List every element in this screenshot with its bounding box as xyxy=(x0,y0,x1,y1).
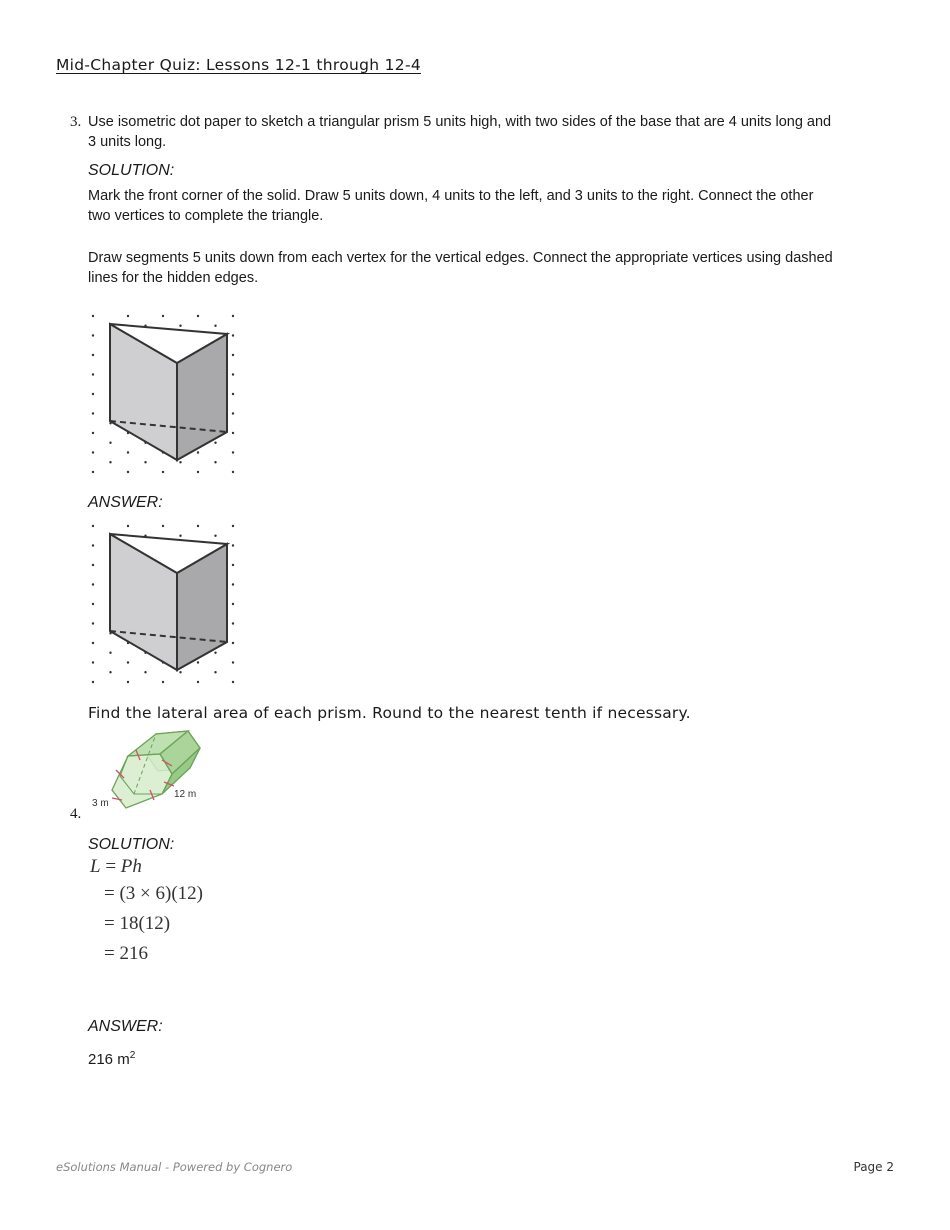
answer-label: ANSWER: xyxy=(88,1018,163,1035)
grid-dot xyxy=(127,525,129,527)
grid-dot xyxy=(232,471,234,473)
math-line: = 18(12) xyxy=(104,913,171,934)
grid-dot xyxy=(92,451,94,453)
grid-dot xyxy=(109,652,111,654)
grid-dot xyxy=(232,432,234,434)
question-text xyxy=(88,112,831,152)
grid-dot xyxy=(232,622,234,624)
grid-dot xyxy=(127,315,129,317)
triangular-prism-figure xyxy=(86,308,252,478)
grid-dot xyxy=(214,671,216,673)
grid-dot xyxy=(197,661,199,663)
grid-dot xyxy=(197,315,199,317)
math-line: = (3 × 6)(12) xyxy=(104,883,203,904)
grid-dot xyxy=(179,535,181,537)
math-variable: L xyxy=(90,856,101,877)
grid-dot xyxy=(232,354,234,356)
grid-dot xyxy=(232,412,234,414)
solution-label: SOLUTION: xyxy=(88,836,175,853)
grid-dot xyxy=(214,442,216,444)
grid-dot xyxy=(144,671,146,673)
grid-dot xyxy=(232,393,234,395)
grid-dot xyxy=(162,471,164,473)
solution-label: SOLUTION: xyxy=(88,162,175,179)
grid-dot xyxy=(162,315,164,317)
side-length-label: 3 m xyxy=(92,798,109,809)
grid-dot xyxy=(197,681,199,683)
grid-dot xyxy=(92,525,94,527)
grid-dot xyxy=(92,661,94,663)
grid-dot xyxy=(232,681,234,683)
footer-credit: eSolutions Manual - Powered by Cognero xyxy=(56,1160,293,1174)
grid-dot xyxy=(214,535,216,537)
grid-dot xyxy=(127,451,129,453)
grid-dot xyxy=(179,671,181,673)
grid-dot xyxy=(232,564,234,566)
grid-dot xyxy=(232,525,234,527)
grid-dot xyxy=(92,334,94,336)
question-line: Use isometric dot paper to sketch a triangular prism 5 units high, with two sides of the base that are 4 units long and xyxy=(88,114,832,130)
hexagonal-prism-figure xyxy=(88,728,208,814)
grid-dot xyxy=(92,412,94,414)
triangular-prism-figure xyxy=(86,518,252,688)
grid-dot xyxy=(92,564,94,566)
grid-dot xyxy=(127,661,129,663)
grid-dot xyxy=(92,603,94,605)
math-line: = 216 xyxy=(104,943,148,964)
grid-dot xyxy=(92,544,94,546)
page-number: Page 2 xyxy=(853,1160,894,1174)
grid-dot xyxy=(92,622,94,624)
grid-dot xyxy=(92,642,94,644)
grid-dot xyxy=(127,681,129,683)
grid-dot xyxy=(92,373,94,375)
grid-dot xyxy=(197,451,199,453)
grid-dot xyxy=(92,354,94,356)
solution-line: Draw segments 5 units down from each vertex for the vertical edges. Connect the appropriate vertices using dashed xyxy=(88,250,833,266)
answer-number: 216 m xyxy=(88,1051,130,1068)
grid-dot xyxy=(144,461,146,463)
math-line: L = Ph xyxy=(90,856,142,877)
grid-dot xyxy=(92,583,94,585)
problem-number: 3. xyxy=(70,114,82,130)
grid-dot xyxy=(92,681,94,683)
grid-dot xyxy=(162,681,164,683)
grid-dot xyxy=(92,393,94,395)
solution-text xyxy=(88,186,833,288)
grid-dot xyxy=(232,583,234,585)
grid-dot xyxy=(179,325,181,327)
grid-dot xyxy=(92,432,94,434)
answer-exponent: 2 xyxy=(129,1050,136,1061)
grid-dot xyxy=(92,471,94,473)
height-label: 12 m xyxy=(174,789,197,800)
grid-dot xyxy=(232,603,234,605)
grid-dot xyxy=(232,544,234,546)
grid-dot xyxy=(232,315,234,317)
grid-dot xyxy=(127,471,129,473)
grid-dot xyxy=(197,471,199,473)
grid-dot xyxy=(214,325,216,327)
grid-dot xyxy=(197,525,199,527)
grid-dot xyxy=(232,661,234,663)
grid-dot xyxy=(232,642,234,644)
solution-line: Mark the front corner of the solid. Draw 5 units down, 4 units to the left, and 3 units to the right. Connect the other xyxy=(88,188,814,204)
problem-number: 4. xyxy=(70,806,82,822)
grid-dot xyxy=(232,334,234,336)
grid-dot xyxy=(214,652,216,654)
question-line: 3 units long. xyxy=(88,134,167,150)
grid-dot xyxy=(92,315,94,317)
answer-label: ANSWER: xyxy=(88,494,163,511)
page-title: Mid-Chapter Quiz: Lessons 12-1 through 12-4 xyxy=(56,56,421,74)
instruction-text: Find the lateral area of each prism. Round to the nearest tenth if necessary. xyxy=(88,704,691,722)
grid-dot xyxy=(214,461,216,463)
grid-dot xyxy=(109,671,111,673)
solution-line: lines for the hidden edges. xyxy=(88,270,259,286)
solution-line: two vertices to complete the triangle. xyxy=(88,208,324,224)
grid-dot xyxy=(232,373,234,375)
answer-value xyxy=(88,1046,135,1070)
grid-dot xyxy=(232,451,234,453)
grid-dot xyxy=(162,525,164,527)
grid-dot xyxy=(109,461,111,463)
grid-dot xyxy=(179,461,181,463)
math-expression: Ph xyxy=(120,856,142,877)
grid-dot xyxy=(109,442,111,444)
